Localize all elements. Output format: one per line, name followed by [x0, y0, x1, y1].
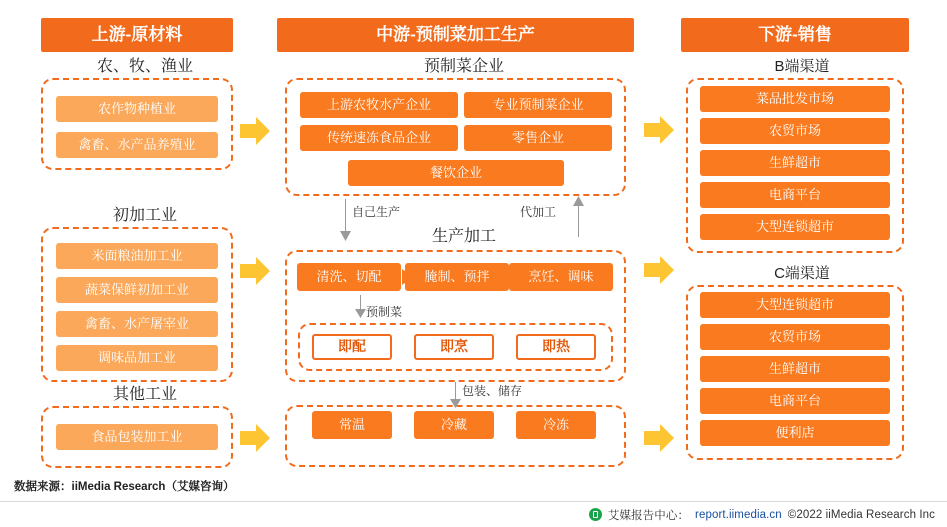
item-upstream-1-2[interactable]: 禽畜、水产屠宰业 — [56, 311, 218, 337]
connector-label-oem: 代加工 — [520, 205, 557, 219]
item-downstream-0-2[interactable]: 生鲜超市 — [700, 150, 890, 176]
item-midstream-0-3[interactable]: 零售企业 — [464, 125, 612, 151]
item-midstream-1-sub-0[interactable]: 即配 — [312, 334, 392, 360]
item-upstream-1-0[interactable]: 米面粮油加工业 — [56, 243, 218, 269]
item-downstream-0-3[interactable]: 电商平台 — [700, 182, 890, 208]
item-upstream-1-1[interactable]: 蔬菜保鲜初加工业 — [56, 277, 218, 303]
footer-copyright: ©2022 iiMedia Research Inc — [787, 508, 935, 521]
item-upstream-0-0[interactable]: 农作物种植业 — [56, 96, 218, 122]
footer-label: 艾媒报告中心： — [607, 509, 690, 522]
item-midstream-2-2[interactable]: 冷冻 — [516, 411, 596, 439]
group-label-c-channel: C端渠道 — [748, 265, 856, 283]
connector-label-self-production: 自己生产 — [352, 205, 401, 219]
connector-arrowhead-subproduct — [355, 309, 366, 318]
item-midstream-1-0[interactable]: 清洗、切配 — [297, 263, 401, 291]
right-arrow-icon-6 — [644, 424, 674, 452]
item-upstream-2-0[interactable]: 食品包装加工业 — [56, 424, 218, 450]
group-label-b-channel: B端渠道 — [748, 58, 856, 76]
right-arrow-icon-1 — [240, 117, 270, 145]
connector-label-packaging-storage: 包装、储存 — [462, 384, 523, 398]
item-downstream-0-1[interactable]: 农贸市场 — [700, 118, 890, 144]
item-midstream-1-sub-2[interactable]: 即热 — [516, 334, 596, 360]
connector-arrowhead-left — [340, 231, 351, 241]
item-downstream-1-2[interactable]: 生鲜超市 — [700, 356, 890, 382]
group-label-production-processing: 生产加工 — [409, 228, 519, 246]
item-midstream-0-0[interactable]: 上游农牧水产企业 — [300, 92, 458, 118]
item-midstream-1-1[interactable]: 腌制、预拌 — [405, 263, 509, 291]
item-downstream-1-4[interactable]: 便利店 — [700, 420, 890, 446]
column-header-midstream: 中游-预制菜加工生产 — [277, 18, 634, 52]
iimedia-logo-icon — [589, 508, 602, 521]
footer-url[interactable]: report.iimedia.cn — [695, 508, 782, 521]
item-midstream-0-4[interactable]: 餐饮企业 — [348, 160, 564, 186]
group-label-agriculture: 农、牧、渔业 — [63, 58, 227, 76]
item-midstream-0-2[interactable]: 传统速冻食品企业 — [300, 125, 458, 151]
item-midstream-2-0[interactable]: 常温 — [312, 411, 392, 439]
right-arrow-icon-2 — [240, 257, 270, 285]
item-downstream-1-3[interactable]: 电商平台 — [700, 388, 890, 414]
item-downstream-1-1[interactable]: 农贸市场 — [700, 324, 890, 350]
item-downstream-0-0[interactable]: 菜品批发市场 — [700, 86, 890, 112]
inline-arrow-icon-3 — [600, 269, 614, 285]
item-upstream-1-3[interactable]: 调味品加工业 — [56, 345, 218, 371]
right-arrow-icon-5 — [644, 256, 674, 284]
item-midstream-1-sub-1[interactable]: 即烹 — [414, 334, 494, 360]
source-note: 数据来源：iiMedia Research（艾媒咨询） — [14, 481, 235, 493]
right-arrow-icon-3 — [240, 424, 270, 452]
item-midstream-0-1[interactable]: 专业预制菜企业 — [464, 92, 612, 118]
item-midstream-2-1[interactable]: 冷藏 — [414, 411, 494, 439]
item-midstream-1-2[interactable]: 烹饪、调味 — [509, 263, 613, 291]
right-arrow-icon-4 — [644, 116, 674, 144]
group-label-other-industry: 其他工业 — [95, 386, 195, 404]
item-upstream-0-1[interactable]: 禽畜、水产品养殖业 — [56, 132, 218, 158]
footer-bar — [0, 501, 947, 527]
group-label-primary-processing: 初加工业 — [80, 207, 210, 225]
sub-label-prepared-dish: 预制菜 — [366, 305, 403, 319]
item-downstream-1-0[interactable]: 大型连锁超市 — [700, 292, 890, 318]
connector-arrowhead-right — [573, 196, 584, 206]
group-label-prepared-dish-enterprises: 预制菜企业 — [400, 58, 528, 76]
item-downstream-0-4[interactable]: 大型连锁超市 — [700, 214, 890, 240]
column-header-downstream: 下游-销售 — [681, 18, 909, 52]
column-header-upstream: 上游-原材料 — [41, 18, 233, 52]
